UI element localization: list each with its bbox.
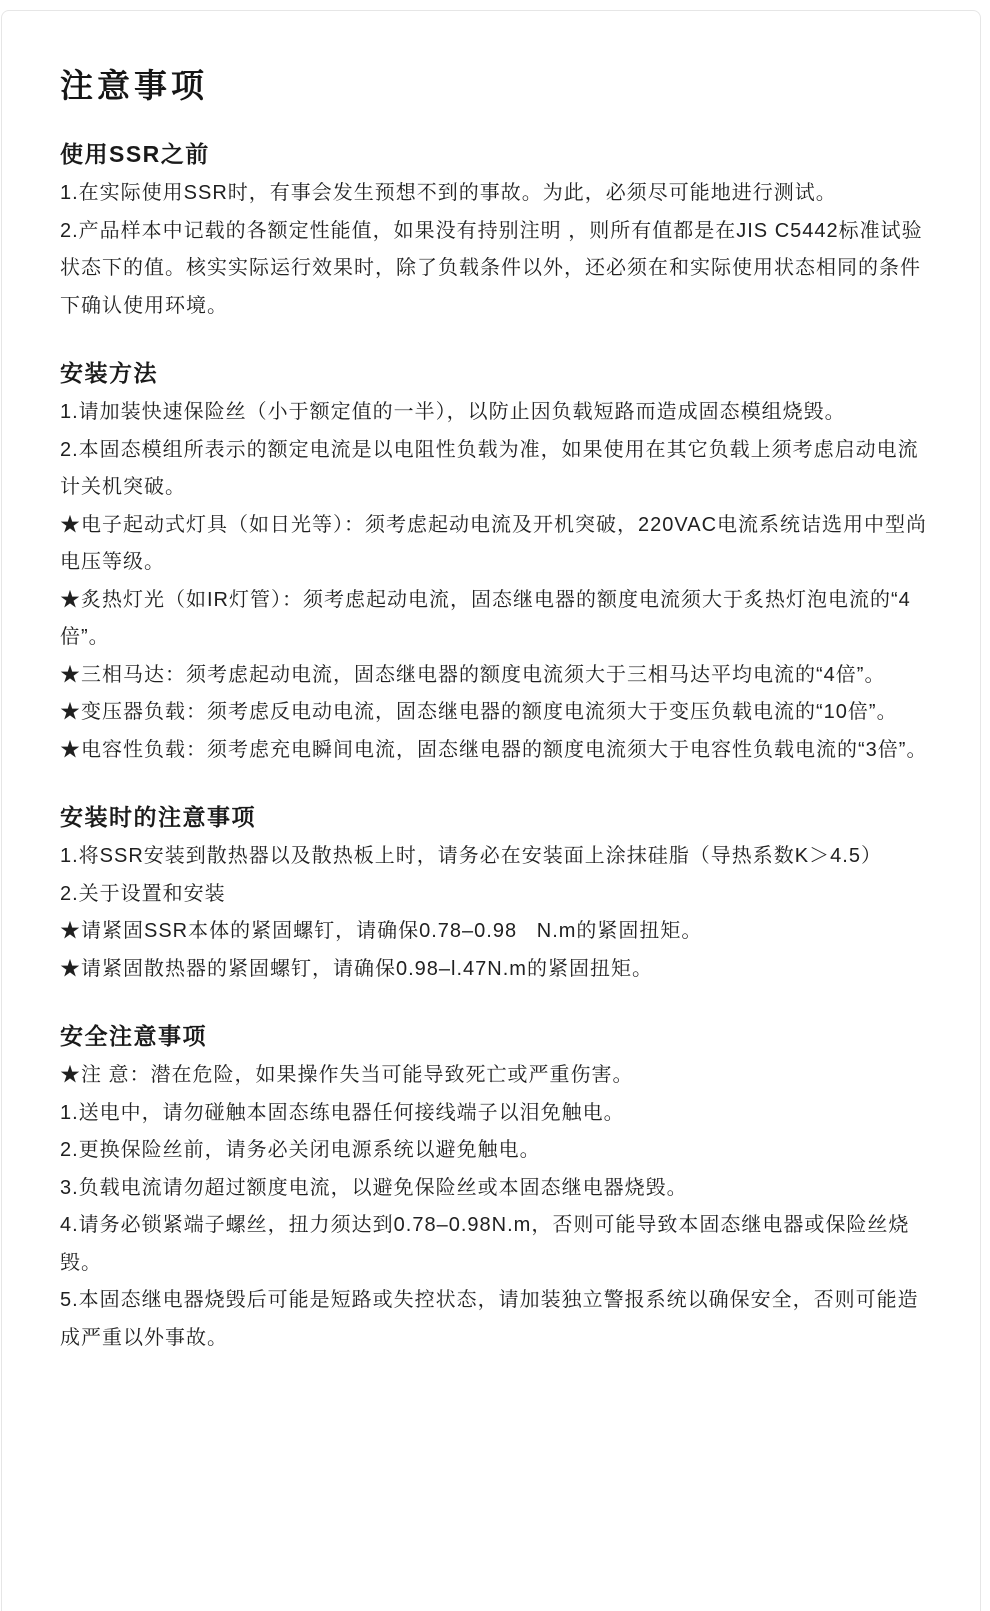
paragraph: 1.送电中，请勿碰触本固态练电器任何接线端子以泪免触电。 — [60, 1101, 625, 1124]
section-safety-precautions — [60, 1021, 932, 1357]
paragraph: ★电子起动式灯具（如日光等）：须考虑起动电流及开机突破，220VAC电流系统诘选用中型尚电压等级。 — [60, 513, 928, 573]
paragraph: 1.请加装快速保险丝（小于额定值的一半），以防止因负载短路而造成固态模组烧毁。 — [60, 401, 846, 423]
page-title: 注意事项 — [60, 67, 208, 104]
paragraph: 2.更换保险丝前，请务必关闭电源系统以避免触电。 — [60, 1139, 541, 1161]
paragraph: ★请紧固散热器的紧固螺钉，请确保0.98–l.47N.m的紧固扭矩。 — [60, 957, 653, 980]
paragraph: ★电容性负载：须考虑充电瞬间电流，固态继电器的额度电流须大于电容性负载电流的“3倍”。 — [60, 738, 928, 761]
section-installation-precautions — [60, 802, 932, 988]
paragraph: ★请紧固SSR本体的紧固螺钉，请确保0.78–0.98 N.m的紧固扭矩。 — [60, 920, 703, 942]
section-heading-installation-method: 安装方法 — [60, 360, 158, 386]
paragraph: 4.请务必锁紧端子螺丝，扭力须达到0.78–0.98N.m，否则可能导致本固态继电器或保险丝烧毁。 — [60, 1214, 910, 1274]
paragraph: 5.本固态继电器烧毁后可能是短路或失控状态，请加装独立警报系统以确保安全，否则可能造成严重以外事故。 — [60, 1289, 919, 1349]
paragraph: ★注 意：潜在危险，如果操作失当可能导致死亡或严重伤害。 — [60, 1064, 634, 1086]
paragraph: ★炙热灯光（如IR灯管）：须考虑起动电流，固态继电器的额度电流须大于炙热灯泡电流的“4倍”。 — [60, 588, 911, 648]
paragraph: 1.将SSR安装到散热器以及散热板上时，请务必在安装面上涂抹硅脂（导热系数K＞4.5） — [60, 845, 882, 867]
paragraph: ★三相马达：须考虑起动电流，固态继电器的额度电流须大于三相马达平均电流的“4倍”。 — [60, 663, 886, 686]
section-installation-method — [60, 358, 932, 769]
paragraph: 1.在实际使用SSR时，有事会发生预想不到的事故。为此，必须尽可能地进行测试。 — [60, 182, 837, 204]
paragraph: 2.本固态模组所表示的额定电流是以电阻性负载为准，如果使用在其它负载上须考虑启动电流计关机突破。 — [60, 438, 919, 498]
paragraph: 2.产品样本中记载的各额定性能值，如果没有持别注明 ，则所有值都是在JIS C5442标准试验状态下的值。核实实际运行效果时，除了负载条件以外，还必须在和实际使用状态相同的条件下确认使用环境。 — [60, 219, 923, 317]
paragraph: ★变压器负载：须考虑反电动电流，固态继电器的额度电流须大于变压负载电流的“10倍”。 — [60, 701, 898, 723]
section-heading-before-using-ssr: 使用SSR之前 — [60, 141, 210, 167]
section-heading-installation-precautions: 安装时的注意事项 — [60, 804, 256, 830]
paragraph: 3.负载电流请勿超过额度电流，以避免保险丝或本固态继电器烧毁。 — [60, 1176, 688, 1199]
section-heading-safety-precautions: 安全注意事项 — [60, 1023, 207, 1049]
section-before-using-ssr — [60, 139, 932, 325]
paragraph: 2.关于设置和安装 — [60, 882, 226, 905]
